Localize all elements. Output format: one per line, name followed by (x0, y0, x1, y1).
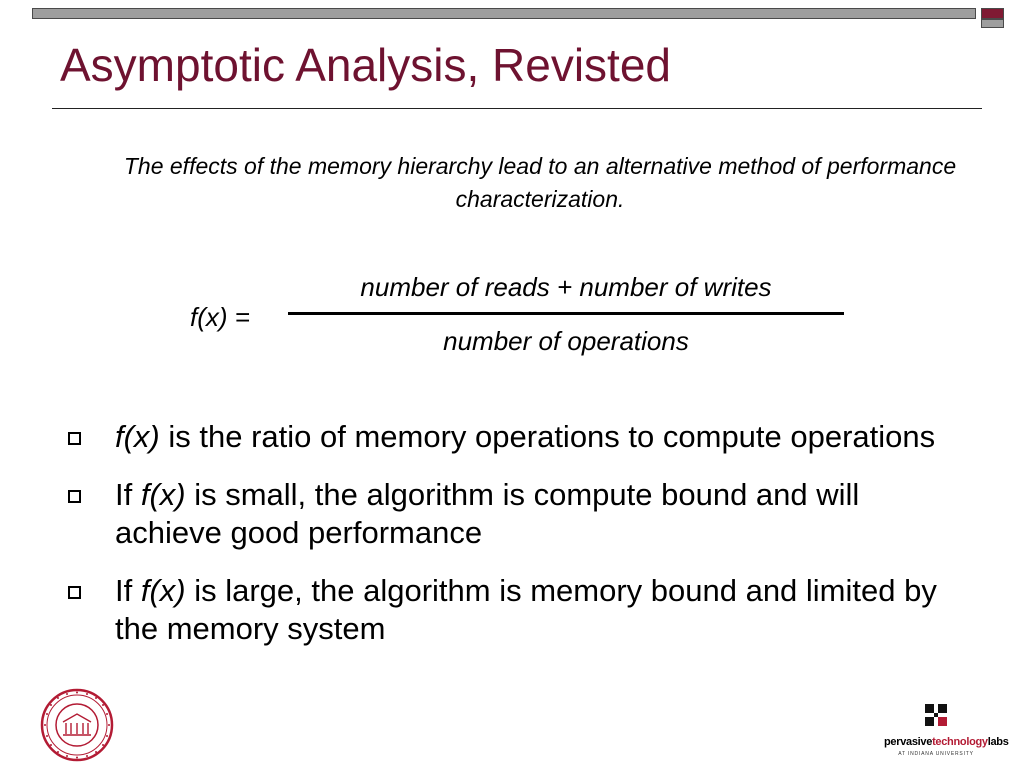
bullet-item (60, 418, 960, 456)
bullet-item (60, 572, 960, 648)
bullet-text: is large, the algorithm is memory bound and limited by the memory system (115, 573, 937, 646)
ptl-square-icon (925, 704, 947, 726)
ptl-logo-subtitle: AT INDIANA UNIVERSITY (898, 751, 974, 757)
slide-title: Asymptotic Analysis, Revisted (60, 39, 672, 91)
square-bullet-icon (68, 586, 81, 599)
corner-accent-top (981, 8, 1004, 19)
bullet-text: is small, the algorithm is compute bound and will achieve good performance (115, 477, 860, 550)
corner-accent-bottom (981, 19, 1004, 28)
fraction-bar (288, 312, 844, 315)
bullet-italic: f(x) (115, 419, 160, 454)
bullet-item (60, 476, 960, 552)
ptl-word-a: pervasive (884, 736, 933, 748)
header-bar (32, 8, 976, 19)
ptl-word-b: technology (932, 736, 988, 748)
square-bullet-icon (68, 490, 81, 503)
formula-lhs: f(x) = (190, 302, 250, 332)
intro-text: The effects of the memory hierarchy lead to an alternative method of performance characterization. (123, 153, 957, 212)
bullet-prefix: If (115, 573, 141, 608)
university-seal-icon (40, 688, 114, 762)
bullet-list (60, 418, 960, 668)
bullet-text: is the ratio of memory operations to compute operations (159, 419, 936, 454)
formula-denominator: number of operations (443, 326, 689, 356)
bullet-prefix: If (115, 477, 141, 512)
square-bullet-icon (68, 432, 81, 445)
ptl-word-c: labs (987, 736, 1009, 748)
bullet-italic: f(x) (140, 477, 186, 512)
bullet-italic: f(x) (140, 573, 186, 608)
title-divider (52, 108, 982, 109)
formula-numerator: number of reads + number of writes (360, 272, 772, 302)
ptl-logo-text (884, 736, 1009, 748)
ptl-logo (884, 704, 1009, 762)
